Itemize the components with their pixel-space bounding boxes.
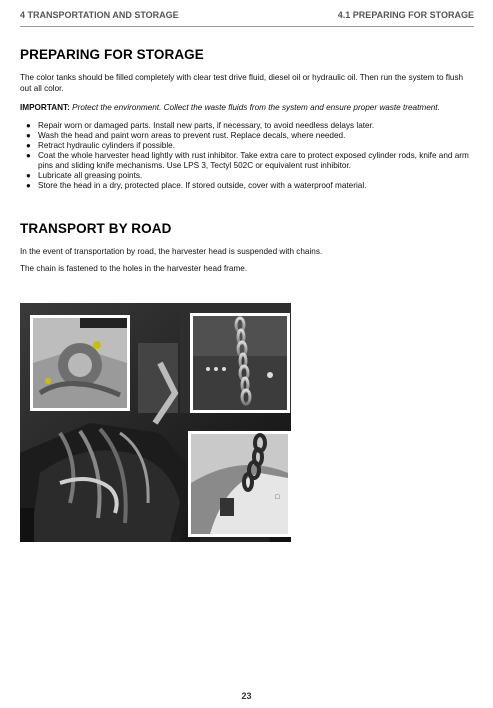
list-item: ● Retract hydraulic cylinders if possible. (26, 141, 175, 150)
transport-paragraph-2: The chain is fastened to the holes in the harvester head frame. (20, 264, 248, 273)
bullet-icon: ● (26, 181, 31, 190)
transport-paragraph-1: In the event of transportation by road, the harvester head is suspended with chains. (20, 247, 323, 256)
transport-title: TRANSPORT BY ROAD (20, 221, 172, 236)
svg-text:□: □ (275, 494, 280, 501)
bullet-icon: ● (26, 151, 31, 160)
important-label: IMPORTANT: (20, 103, 70, 112)
bullet-icon: ● (26, 141, 31, 150)
bullet-icon: ● (26, 121, 31, 130)
storage-title: PREPARING FOR STORAGE (20, 47, 204, 62)
storage-bullet-list (20, 121, 473, 191)
list-item: ● Lubricate all greasing points. (26, 171, 143, 180)
page-number: 23 (241, 691, 252, 701)
bullet-icon: ● (26, 131, 31, 140)
list-item: ● Store the head in a dry, protected place. If stored outside, cover with a waterproof material. (26, 181, 367, 190)
storage-intro: The color tanks should be filled completely with clear test drive fluid, diesel oil or hydraulic oil. Then run the system to flush out all color. (20, 73, 464, 93)
harvester-head-photo (20, 303, 291, 542)
page-header (20, 8, 474, 27)
header-section: 4.1 PREPARING FOR STORAGE (337, 10, 474, 20)
important-text: Protect the environment. Collect the waste fluids from the system and ensure proper waste treatment. (69, 103, 440, 112)
list-item: ● Coat the whole harvester head lightly with rust inhibitor. Take extra care to protect exposed cylinder rods, knife and arm pins and sliding knife mechanisms. Use LPS 3, Tectyl 502C or equivalent rust inhibitor. (26, 151, 469, 170)
bullet-icon: ● (26, 171, 31, 180)
header-chapter: 4 TRANSPORTATION AND STORAGE (20, 10, 179, 20)
list-item: ● Wash the head and paint worn areas to prevent rust. Replace decals, where needed. (26, 131, 346, 140)
photo-harvester-head-chains-icon (20, 303, 291, 542)
main-content (20, 47, 473, 274)
important-note (20, 102, 473, 113)
list-item: ● Repair worn or damaged parts. Install new parts, if necessary, to avoid needless delays later. (26, 121, 375, 130)
transport-section (20, 221, 473, 274)
